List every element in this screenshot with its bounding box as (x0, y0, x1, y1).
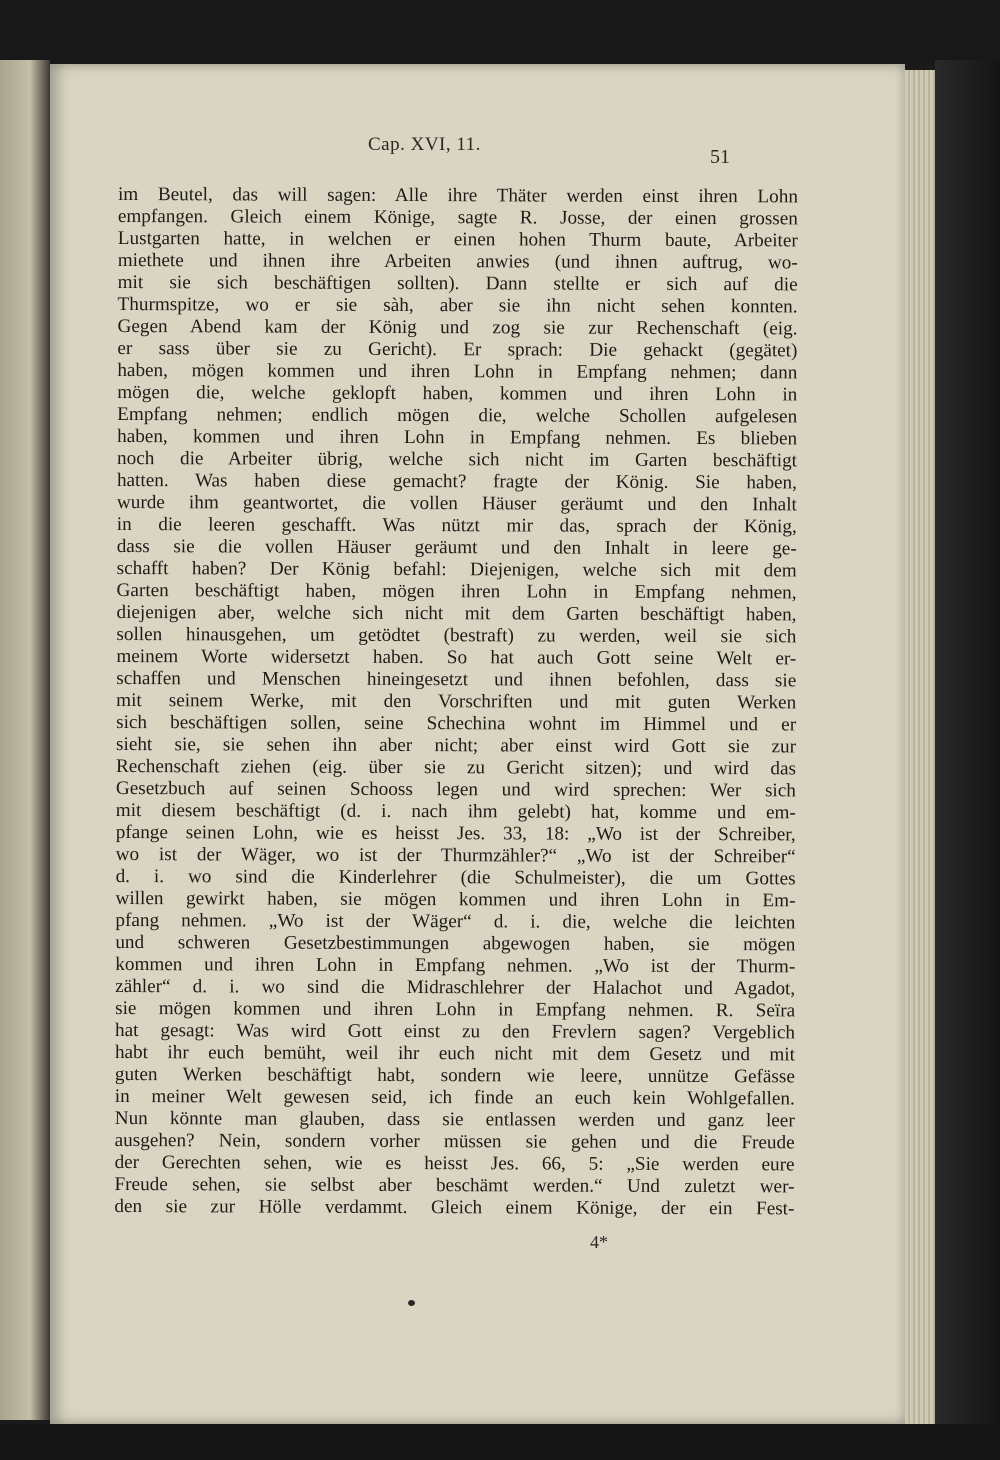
text-line: er sass über sie zu Gericht). Er sprach: Die gehackt (gegätet) (117, 337, 798, 362)
text-line: Garten beschäftigt haben, mögen ihren Lohn in Empfang nehmen, (116, 579, 797, 604)
text-line: Rechenschaft ziehen (eig. über sie zu Gericht sitzen); und wird das (115, 755, 796, 780)
text-line: willen gewirkt haben, sie mögen kommen und ihren Lohn in Em- (115, 887, 796, 912)
text-line: haben, kommen und ihren Lohn in Empfang nehmen. Es blieben (117, 425, 798, 450)
signature-mark: 4* (590, 1232, 608, 1252)
text-line: hat gesagt: Was wird Gott einst zu den Frevlern sagen? Vergeblich (115, 1019, 796, 1044)
text-line: guten Werken beschäftigt habt, sondern wie leere, unnütze Gefässe (114, 1063, 795, 1088)
text-line: dass sie die vollen Häuser geräumt und den Inhalt in leere ge- (116, 535, 797, 560)
text-line: sieht sie, sie sehen ihn aber nicht; aber einst wird Gott sie zur (116, 733, 797, 758)
body-text (114, 184, 798, 1220)
text-line: miethete und ihnen ihre Arbeiten anwies (und ihnen auftrug, wo- (117, 249, 798, 274)
scan-background-bottom (0, 1424, 1000, 1460)
text-line: sie mögen kommen und ihren Lohn in Empfang nehmen. R. Seïra (115, 997, 796, 1022)
text-line: der Gerechten sehen, wie es heisst Jes. 66, 5: „Sie werden eure (114, 1151, 795, 1176)
text-line: pfang nehmen. „Wo ist der Wäger“ d. i. die, welche die leichten (115, 909, 796, 934)
text-line: diejenigen aber, welche sich nicht mit dem Garten beschäftigt haben, (116, 601, 797, 626)
text-line: Gegen Abend kam der König und zog sie zur Rechenschaft (eig. (117, 315, 798, 340)
text-line: habt ihr euch bemüht, weil ihr euch nicht mit dem Gesetz und mit (114, 1041, 796, 1066)
text-line: pfange seinen Lohn, wie es heisst Jes. 33, 18: „Wo ist der Schreiber, (115, 821, 796, 846)
book-cover-edge (935, 60, 1000, 1460)
previous-page-edge (0, 60, 50, 1420)
text-line: mit seinem Werke, mit den Vorschriften und mit guten Werken (116, 689, 797, 714)
text-line: haben, mögen kommen und ihren Lohn in Empfang nehmen; dann (117, 359, 798, 384)
text-line: schaffen und Menschen hineingesetzt und ihnen befohlen, dass sie (116, 667, 797, 692)
text-line: mit sie sich beschäftigen sollten). Dann stellte er sich auf die (117, 271, 798, 296)
page-header (50, 134, 905, 174)
text-line: wurde ihm geantwortet, die vollen Häuser geräumt und den Inhalt (116, 491, 797, 516)
text-line: Freude sehen, sie selbst aber beschämt werden.“ Und zuletzt wer- (114, 1173, 795, 1198)
text-line: hatten. Was haben diese gemacht? fragte der König. Sie haben, (116, 469, 797, 494)
text-line: Gesetzbuch auf seinen Schooss legen und wird sprechen: Wer sich (115, 777, 796, 802)
text-line: in meiner Welt gewesen seid, ich finde an euch kein Wohlgefallen. (114, 1085, 795, 1110)
text-line: und schweren Gesetzbestimmungen abgewogen haben, sie mögen (115, 931, 796, 956)
book-page (50, 64, 905, 1424)
running-head: Cap. XVI, 11. (368, 134, 481, 155)
text-line: mit diesem beschäftigt (d. i. nach ihm gelebt) hat, komme und em- (115, 799, 796, 824)
text-line: Empfang nehmen; endlich mögen die, welche Schollen aufgelesen (117, 403, 798, 428)
ink-spot (408, 1300, 415, 1306)
scan-background-top (0, 0, 1000, 64)
text-line: Nun könnte man glauben, dass sie entlassen werden und ganz leer (114, 1107, 795, 1132)
page-number: 51 (710, 146, 730, 168)
text-line: kommen und ihren Lohn in Empfang nehmen. „Wo ist der Thurm- (115, 953, 796, 978)
text-line: schafft haben? Der König befahl: Diejenigen, welche sich mit dem (116, 557, 797, 582)
text-line: noch die Arbeiter übrig, welche sich nicht im Garten beschäftigt (117, 447, 798, 472)
text-line: Thurmspitze, wo er sie sàh, aber sie ihn nicht sehen konnten. (117, 293, 798, 318)
text-line: ausgehen? Nein, sondern vorher müssen sie gehen und die Freude (114, 1129, 795, 1154)
text-line: d. i. wo sind die Kinderlehrer (die Schulmeister), die um Gottes (115, 865, 796, 890)
text-line: mögen die, welche geklopft haben, kommen und ihren Lohn in (117, 381, 798, 406)
text-line: den sie zur Hölle verdammt. Gleich einem Könige, der ein Fest- (114, 1195, 795, 1220)
text-line: sich beschäftigen sollen, seine Schechina wohnt im Himmel und er (116, 711, 797, 736)
text-line: sollen hinausgehen, um getödtet (bestraft) zu werden, weil sie sich (116, 623, 797, 648)
text-line: meinem Worte widersetzt haben. So hat auch Gott seine Welt er- (116, 645, 797, 670)
text-line: Lustgarten hatte, in welchen er einen hohen Thurm baute, Arbeiter (117, 227, 798, 252)
text-line: wo ist der Wäger, wo ist der Thurmzähler?“ „Wo ist der Schreiber“ (115, 843, 796, 868)
text-line: im Beutel, das will sagen: Alle ihre Thäter werden einst ihren Lohn (117, 184, 798, 208)
text-line: zähler“ d. i. wo sind die Midraschlehrer der Halachot und Agadot, (115, 975, 796, 1000)
text-line: empfangen. Gleich einem Könige, sagte R. Josse, der einen grossen (117, 205, 798, 230)
text-line: in die leeren geschafft. Was nützt mir das, sprach der König, (116, 513, 797, 538)
